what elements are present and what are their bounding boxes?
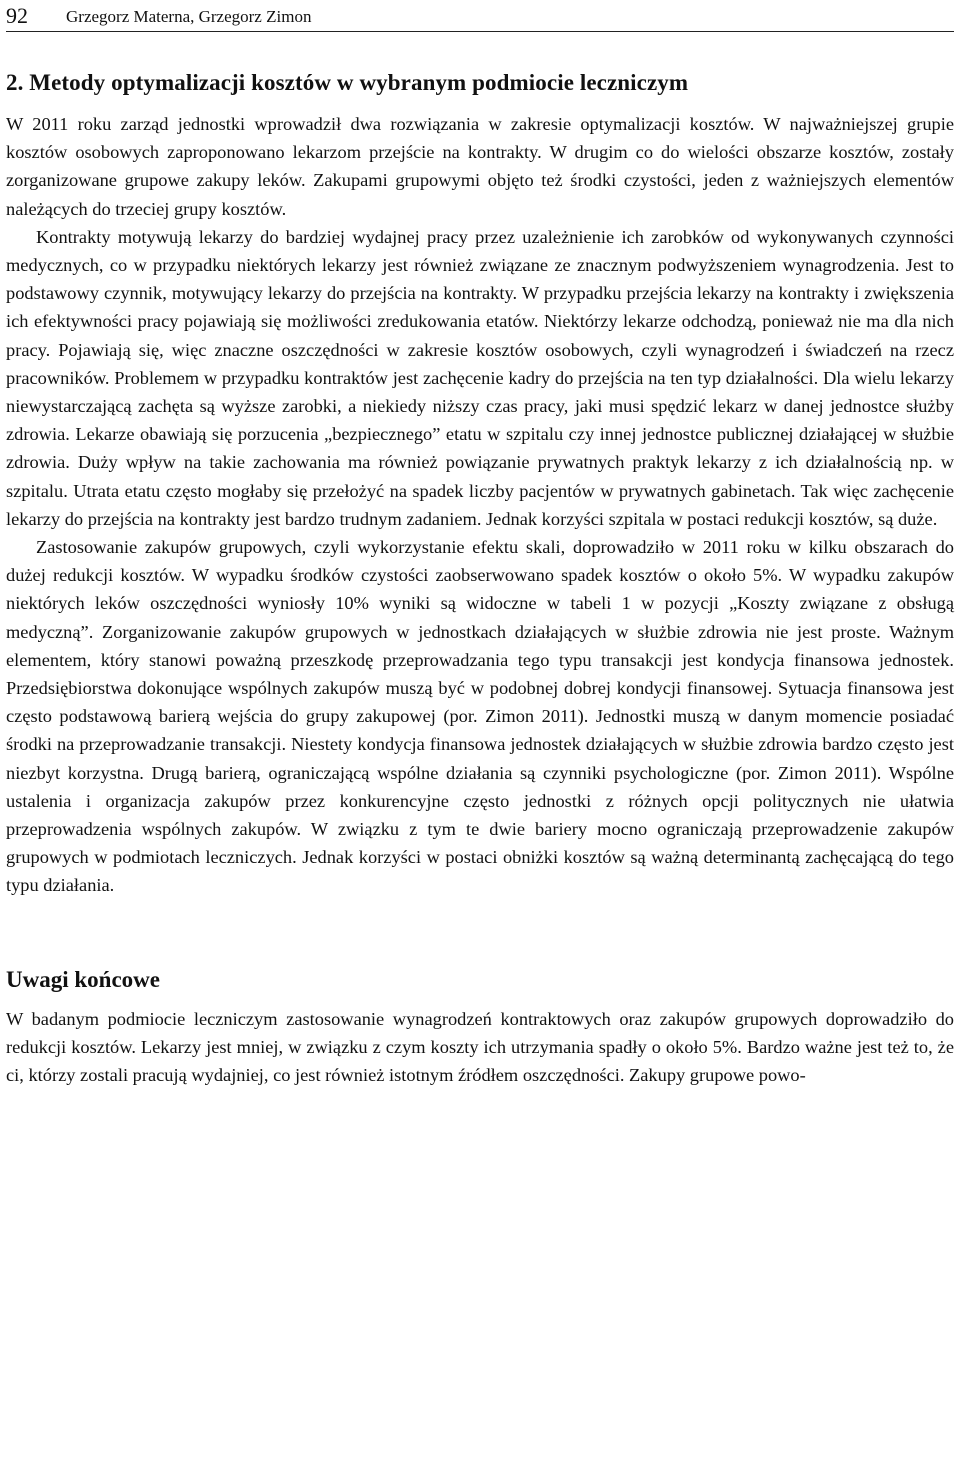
document-page (6, 0, 954, 1089)
closing-paragraph: W badanym podmiocie leczniczym zastosowanie wynagrodzeń kontraktowych oraz zakupów grupowych doprowadziło do redukcji kosztów. Lekarzy jest mniej, w związku z czym koszty ich utrzymania spadły o około 5%. Bardzo ważne jest też to, że ci, którzy zostali pracują wydajniej, co jest również istotnym źródłem oszczędności. Zakupy grupowe powo- (6, 1008, 954, 1086)
running-header (6, 0, 954, 32)
section-title: 2. Metody optymalizacji kosztów w wybranym podmiocie leczniczym (6, 70, 689, 95)
body-paragraph: Kontrakty motywują lekarzy do bardziej wydajnej pracy przez uzależnienie ich zarobków od wykonywanych czynności medycznych, co w przypadku niektórych lekarzy jest również związane ze znacznym podwyższeniem wynagrodzenia. Jest to podstawowy czynnik, motywujący lekarzy do przejścia na kontrakty. W przypadku przejścia lekarzy na kontrakty i zwiększenia ich efektywności pracy pojawiają się możliwości zredukowania etatów. Niektórzy lekarze odchodzą, ponieważ nie ma dla nich pracy. Pojawiają się, więc znaczne oszczędności w zakresie kosztów osobowych, czyli wynagrodzeń i świadczeń na rzecz pracowników. Problemem w przypadku kontraktów jest zachęcenie kadry do przejścia na ten typ działalności. Dla wielu lekarzy niewystarczającą zachęta są wyższe zarobki, a niekiedy niższy czas pracy, jaki musi spędzić lekarz w danej jednostce służby zdrowia. Lekarze obawiają się porzucenia „bezpiecznego” etatu w szpitalu czy innej jednostce publicznej działającej w służbie zdrowia. Duży wpływ na takie zachowania ma również powiązanie prywatnych praktyk lekarzy z ich działalnością np. w szpitalu. Utrata etatu często mogłaby się przełożyć na spadek liczby pacjentów w prywatnych gabinetach. Tak więc zachęcenie lekarzy do przejścia na kontrakty jest bardzo trudnym zadaniem. Jednak korzyści szpitala w postaci redukcji kosztów, są duże. (6, 226, 954, 529)
closing-section-title: Uwagi końcowe (6, 966, 160, 992)
body-paragraph: W 2011 roku zarząd jednostki wprowadził dwa rozwiązania w zakresie optymalizacji kosztów. W najważniejszej grupie kosztów osobowych zaproponowano lekarzom przejście na kontrakty. W drugim co do wielości obszarze kosztów, zostały zorganizowane grupowe zakupy leków. Zakupami grupowymi objęto też środki czystości, jeden z ważniejszych elementów należących do trzeciej grupy kosztów. (6, 114, 954, 219)
page-number: 92 (6, 3, 28, 28)
body-paragraph: Zastosowanie zakupów grupowych, czyli wykorzystanie efektu skali, doprowadziło w 2011 roku w kilku obszarach do dużej redukcji kosztów. W wypadku środków czystości zaobserwowano spadek kosztów o około 5%. W wypadku zakupów niektórych leków oszczędności wyniosły 10% wyniki są widoczne w tabeli 1 w pozycji „Koszty związane z obsługą medyczną”. Zorganizowanie zakupów grupowych w jednostkach działających w służbie zdrowia nie jest proste. Ważnym elementem, który stanowi poważną przeszkodę przeprowadzania tego typu transakcji jest kondycja finansowa jednostek. Przedsiębiorstwa dokonujące wspólnych zakupów muszą być w podobnej dobrej kondycji finansowej. Sytuacja finansowa jest często podstawową barierą wejścia do grupy zakupowej (por. Zimon 2011). Jednostki muszą w danym momencie posiadać środki na przeprowadzanie transakcji. Niestety kondycja finansowa jednostek działających w służbie zdrowia bardzo często jest niezbyt korzystna. Drugą barierą, ograniczającą wspólne działania są czynniki psychologiczne (por. Zimon 2011). Wspólne ustalenia i organizacja zakupów przez konkurencyjne często jednostki z różnych opcji politycznych nie ułatwia przeprowadzenia wspólnych zakupów. W związku z tym te dwie bariery mocno ograniczają przeprowadzenie zakupów grupowych w podmiotach leczniczych. Jednak korzyści w postaci obniżki kosztów są ważną determinantą zachęcającą do tego typu działania. (6, 537, 954, 896)
running-header-authors: Grzegorz Materna, Grzegorz Zimon (66, 7, 312, 26)
